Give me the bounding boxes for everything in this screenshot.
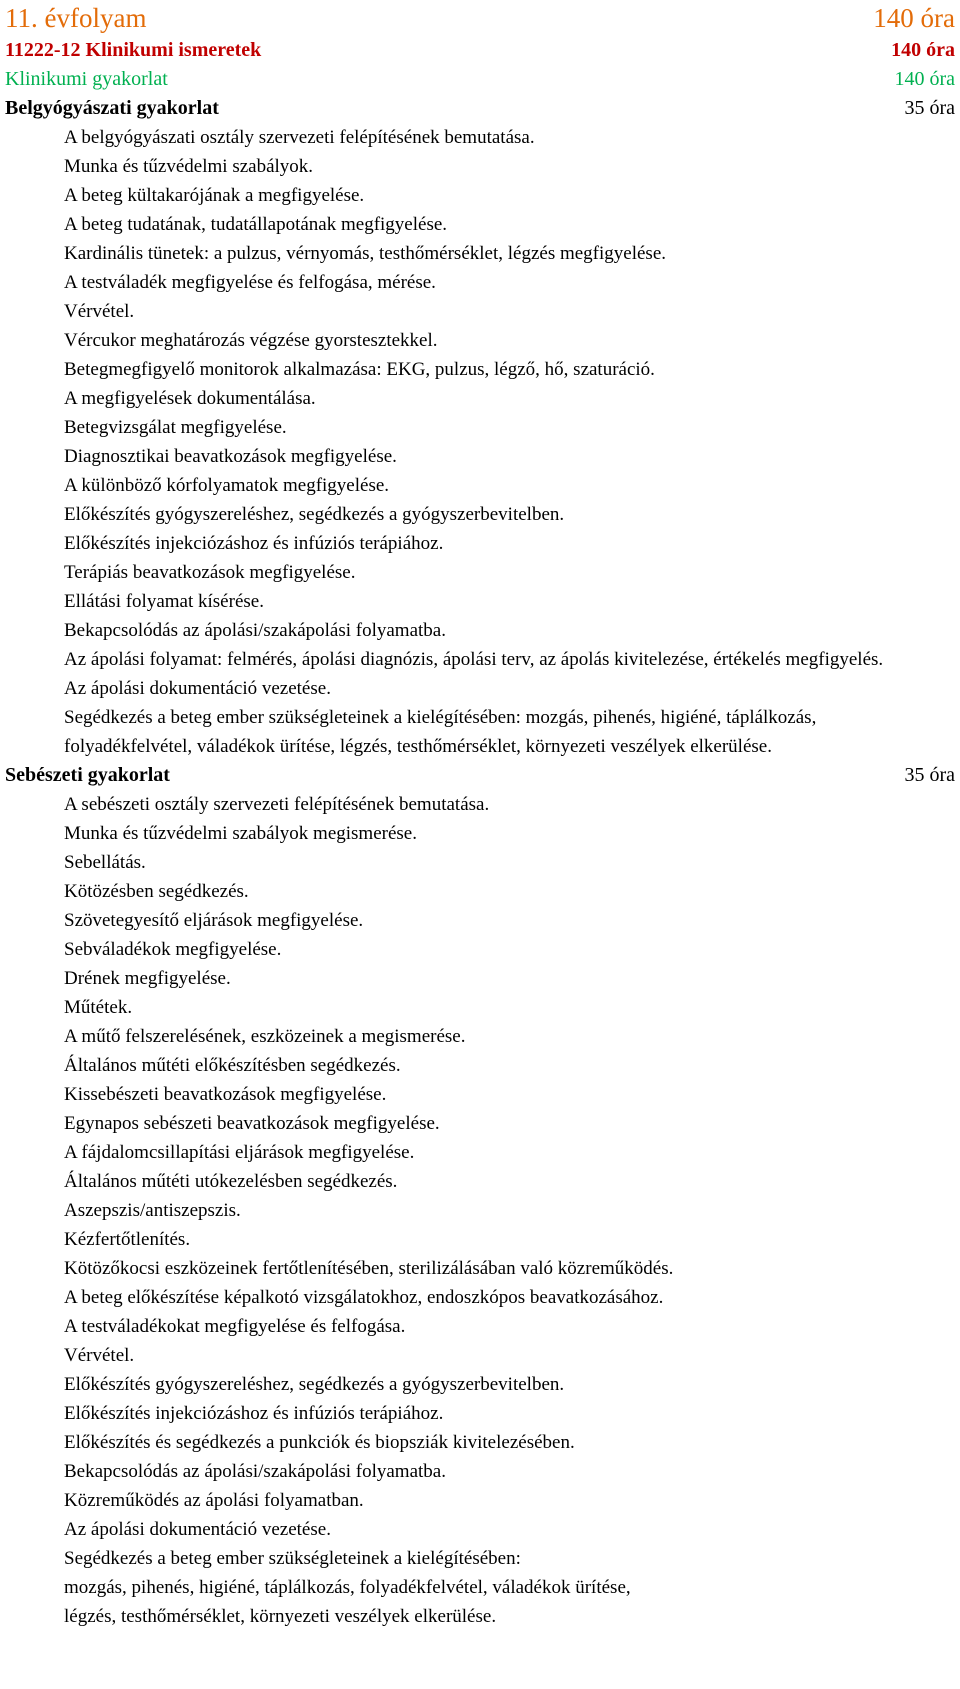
section-hours: 35 óra (904, 764, 955, 786)
topic-item: Előkészítés gyógyszereléshez, segédkezés a gyógyszerbevitelben. (64, 504, 565, 525)
topic-item: Előkészítés injekciózáshoz és infúziós terápiához. (64, 1403, 444, 1424)
topic-item: Bekapcsolódás az ápolási/szakápolási folyamatba. (64, 1461, 446, 1482)
topic-item: Általános műtéti előkészítésben segédkezés. (64, 1055, 401, 1076)
section-hours: 35 óra (904, 97, 955, 119)
topic-item: Kardinális tünetek: a pulzus, vérnyomás, testhőmérséklet, légzés megfigyelése. (64, 243, 667, 264)
topic-item: Kötözésben segédkezés. (64, 881, 249, 902)
topic-item: Diagnosztikai beavatkozások megfigyelése. (64, 446, 397, 467)
section-heading (5, 761, 955, 790)
topic-item: Az ápolási dokumentáció vezetése. (64, 678, 331, 699)
topic-item: Szövetegyesítő eljárások megfigyelése. (64, 910, 364, 931)
section-heading (5, 94, 955, 123)
topic-item: Kötözőkocsi eszközeinek fertőtlenítésében, sterilizálásában való közreműködés. (64, 1258, 674, 1279)
subject-title: Klinikumi gyakorlat (5, 68, 168, 90)
topic-item: Segédkezés a beteg ember szükségleteinek a kielégítésében: mozgás, pihenés, higiéné, táplálkozás, folyadékfelvétel, váladékok ürítése, légzés, testhőmérséklet, környezeti veszélyek elkerülése. (64, 707, 817, 757)
topic-item: Előkészítés és segédkezés a punkciók és biopsziák kivitelezésében. (64, 1432, 575, 1453)
topic-item: A beteg kültakarójának a megfigyelése. (64, 185, 365, 206)
topic-item: Munka és tűzvédelmi szabályok. (64, 156, 314, 177)
topic-item: Drének megfigyelése. (64, 968, 231, 989)
topic-item: A testváladékokat megfigyelése és felfogása. (64, 1316, 406, 1337)
subject-heading (5, 65, 955, 94)
grade-hours: 140 óra (873, 3, 955, 33)
topic-list (0, 123, 960, 761)
topic-item: Az ápolási dokumentáció vezetése. (64, 1519, 331, 1540)
topic-item: Sebváladékok megfigyelése. (64, 939, 282, 960)
section-surgery (0, 761, 960, 1631)
grade-title: 11. évfolyam (5, 3, 147, 33)
topic-item: Egynapos sebészeti beavatkozások megfigyelése. (64, 1113, 440, 1134)
topic-item: Vérvétel. (64, 301, 135, 322)
topic-item: A testváladék megfigyelése és felfogása, mérése. (64, 272, 436, 293)
topic-item: Ellátási folyamat kísérése. (64, 591, 264, 612)
topic-item: Segédkezés a beteg ember szükségleteinek a kielégítésében: (64, 1548, 521, 1569)
topic-item: Sebellátás. (64, 852, 146, 873)
topic-item: Terápiás beavatkozások megfigyelése. (64, 562, 356, 583)
topic-item: A beteg tudatának, tudatállapotának megfigyelése. (64, 214, 448, 235)
topic-item: Betegmegfigyelő monitorok alkalmazása: EKG, pulzus, légző, hő, szaturáció. (64, 359, 655, 380)
subject-hours: 140 óra (894, 68, 955, 90)
topic-item: Általános műtéti utókezelésben segédkezés. (64, 1171, 398, 1192)
topic-item: légzés, testhőmérséklet, környezeti veszélyek elkerülése. (64, 1606, 497, 1627)
topic-item: Kissebészeti beavatkozások megfigyelése. (64, 1084, 387, 1105)
topic-list (0, 790, 960, 1631)
topic-item: A különböző kórfolyamatok megfigyelése. (64, 475, 390, 496)
topic-item: Műtétek. (64, 997, 133, 1018)
topic-item: Betegvizsgálat megfigyelése. (64, 417, 287, 438)
grade-heading (5, 0, 955, 36)
topic-item: A megfigyelések dokumentálása. (64, 388, 316, 409)
section-internal-medicine (0, 94, 960, 761)
section-title: Belgyógyászati gyakorlat (5, 97, 219, 119)
module-hours: 140 óra (891, 39, 955, 61)
topic-item: Az ápolási folyamat: felmérés, ápolási diagnózis, ápolási terv, az ápolás kivitelezése, értékelés megfigyelés. (64, 649, 884, 670)
topic-item: A fájdalomcsillapítási eljárások megfigyelése. (64, 1142, 415, 1163)
topic-item: Előkészítés injekciózáshoz és infúziós terápiához. (64, 533, 444, 554)
sections-container (0, 94, 960, 1631)
topic-item: mozgás, pihenés, higiéné, táplálkozás, folyadékfelvétel, váladékok ürítése, (64, 1577, 631, 1598)
topic-item: A sebészeti osztály szervezeti felépítésének bemutatása. (64, 794, 490, 815)
topic-item: Vérvétel. (64, 1345, 135, 1366)
topic-item: Vércukor meghatározás végzése gyorstesztekkel. (64, 330, 438, 351)
topic-item: Bekapcsolódás az ápolási/szakápolási folyamatba. (64, 620, 446, 641)
topic-item: Aszepszis/antiszepszis. (64, 1200, 241, 1221)
topic-item: A belgyógyászati osztály szervezeti felépítésének bemutatása. (64, 127, 535, 148)
topic-item: A beteg előkészítése képalkotó vizsgálatokhoz, endoszkópos beavatkozásához. (64, 1287, 664, 1308)
module-heading (5, 36, 955, 65)
topic-item: Munka és tűzvédelmi szabályok megismerése. (64, 823, 417, 844)
topic-item: Közreműködés az ápolási folyamatban. (64, 1490, 364, 1511)
topic-item: Előkészítés gyógyszereléshez, segédkezés a gyógyszerbevitelben. (64, 1374, 565, 1395)
section-title: Sebészeti gyakorlat (5, 764, 170, 786)
module-title: 11222-12 Klinikumi ismeretek (5, 39, 262, 61)
topic-item: A műtő felszerelésének, eszközeinek a megismerése. (64, 1026, 466, 1047)
topic-item: Kézfertőtlenítés. (64, 1229, 191, 1250)
